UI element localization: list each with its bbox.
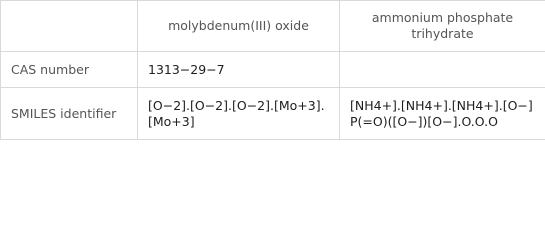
smiles-value-ammonium-phosphate: [NH4+].[NH4+].[NH4+].[O−]P(=O)([O−])[O−].O.O.O bbox=[340, 88, 545, 140]
table-header-row bbox=[1, 1, 545, 52]
row-label-smiles-identifier: SMILES identifier bbox=[1, 88, 138, 140]
row-label-cas-number: CAS number bbox=[1, 52, 138, 88]
cas-value-molybdenum-oxide: 1313−29−7 bbox=[138, 52, 340, 88]
table-row bbox=[1, 52, 545, 88]
smiles-value-molybdenum-oxide: [O−2].[O−2].[O−2].[Mo+3].[Mo+3] bbox=[138, 88, 340, 140]
cas-value-ammonium-phosphate bbox=[340, 52, 545, 88]
header-corner-cell bbox=[1, 1, 138, 52]
column-header-molybdenum-oxide: molybdenum(III) oxide bbox=[138, 1, 340, 52]
column-header-ammonium-phosphate: ammonium phosphate trihydrate bbox=[340, 1, 545, 52]
table-row bbox=[1, 88, 545, 140]
